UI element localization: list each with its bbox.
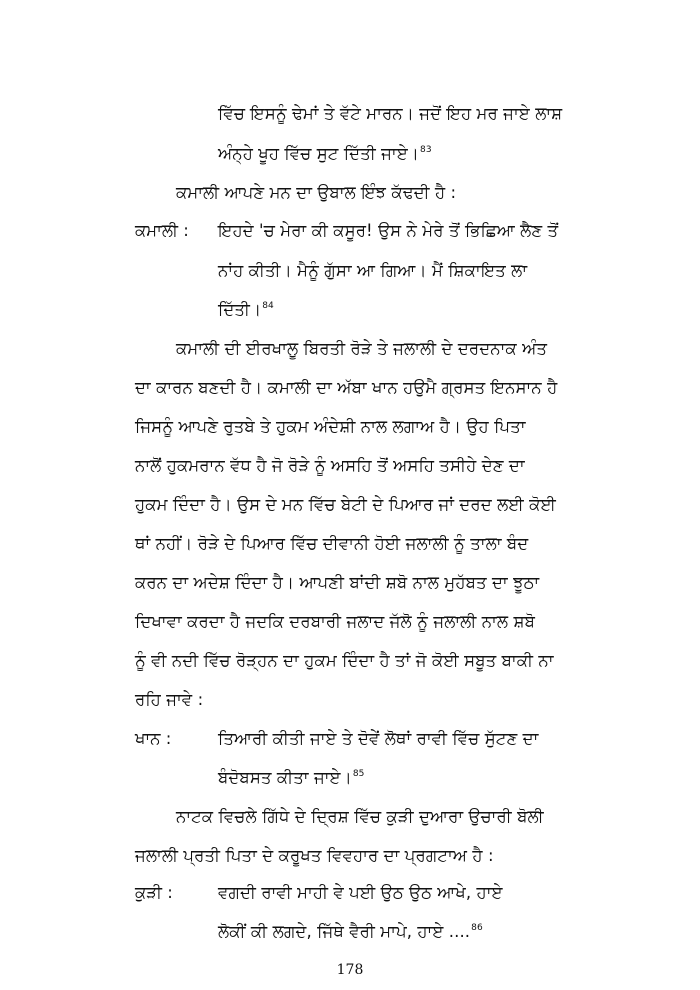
text-line: ਕਮਾਲੀ ਆਪਣੇ ਮਨ ਦਾ ਉਬਾਲ ਇੰਝ ਕੱਢਦੀ ਹੈ : xyxy=(176,183,457,202)
paragraph-line: ਥਾਂ ਨਹੀਂ। ਰੋੜੇ ਦੇ ਪਿਆਰ ਵਿੱਚ ਦੀਵਾਨੀ ਹੋਈ ਜਲਾਲੀ ਨੂੰ ਤਾਲਾ ਬੰਦ xyxy=(135,534,529,553)
dialogue-line: ਨਾਂਹ ਕੀਤੀ। ਮੈਨੂੰ ਗੁੱਸਾ ਆ ਗਿਆ। ਮੈਂ ਸ਼ਿਕਾਇਤ ਲਾ xyxy=(218,261,528,280)
line-text: ਲੋਕੀਂ ਕੀ ਲਗਦੇ, ਜਿੱਥੇ ਵੈਰੀ ਮਾਪੇ, ਹਾਏ .... xyxy=(218,922,471,941)
paragraph-line: ਦਿਖਾਵਾ ਕਰਦਾ ਹੈ ਜਦਕਿ ਦਰਬਾਰੀ ਜਲਾਦ ਜੱਲੋ ਨੂੰ ਜਲਾਲੀ ਨਾਲ ਸ਼ਬੋ xyxy=(135,612,535,631)
paragraph-line: ਜਲਾਲੀ ਪ੍ਰਤੀ ਪਿਤਾ ਦੇ ਕਰੂਖਤ ਵਿਵਹਾਰ ਦਾ ਪ੍ਰਗਟਾਅ ਹੈ : xyxy=(135,846,494,865)
paragraph-line: ਕਮਾਲੀ ਦੀ ਈਰਖਾਲੂ ਬਿਰਤੀ ਰੋੜੇ ਤੇ ਜਲਾਲੀ ਦੇ ਦਰਦਨਾਕ ਅੰਤ xyxy=(176,339,548,358)
line-text: ਬੰਦੋਬਸਤ ਕੀਤਾ ਜਾਏ। xyxy=(218,768,352,787)
dialogue-line xyxy=(218,302,274,319)
dialogue-line: ਵਗਦੀ ਰਾਵੀ ਮਾਹੀ ਵੇ ਪਈ ਉਠ ਉਠ ਆਖੇ, ਹਾਏ xyxy=(218,883,503,902)
footnote-marker: 85 xyxy=(352,769,365,779)
speaker-label: ਕਮਾਲੀ : xyxy=(135,221,189,240)
paragraph-line: ਨਾਲੋਂ ਹੁਕਮਰਾਨ ਵੱਧ ਹੈ ਜੋ ਰੋੜੇ ਨੂੰ ਅਸਹਿ ਤੋਂ ਅਸਹਿ ਤਸੀਹੇ ਦੇਣ ਦਾ xyxy=(135,456,525,475)
paragraph-line: ਹੁਕਮ ਦਿੰਦਾ ਹੈ। ਉਸ ਦੇ ਮਨ ਵਿੱਚ ਬੇਟੀ ਦੇ ਪਿਆਰ ਜਾਂ ਦਰਦ ਲਈ ਕੋਈ xyxy=(135,495,556,514)
page-number: 178 xyxy=(336,962,364,978)
footnote-marker: 83 xyxy=(420,145,432,155)
speaker-label: ਕੁੜੀ : xyxy=(135,883,173,902)
line-text: ਦਿੱਤੀ। xyxy=(218,300,262,319)
dialogue-line: ਤਿਆਰੀ ਕੀਤੀ ਜਾਏ ਤੇ ਦੋਵੇਂ ਲੋਥਾਂ ਰਾਵੀ ਵਿੱਚ ਸੁੱਟਣ ਦਾ xyxy=(218,729,539,748)
dialogue-line xyxy=(218,770,365,787)
footnote-marker: 86 xyxy=(471,923,483,933)
paragraph-line: ਕਰਨ ਦਾ ਅਦੇਸ਼ ਦਿੰਦਾ ਹੈ। ਆਪਣੀ ਬਾਂਦੀ ਸ਼ਬੋ ਨਾਲ ਮੁਹੱਬਤ ਦਾ ਝੂਠਾ xyxy=(135,573,540,592)
speaker-label: ਖਾਨ : xyxy=(135,729,172,748)
paragraph-line: ਨਾਟਕ ਵਿਚਲੇ ਗਿੱਧੇ ਦੇ ਦ੍ਰਿਸ਼ ਵਿੱਚ ਕੁੜੀ ਦੁਆਰਾ ਉਚਾਰੀ ਬੋਲੀ xyxy=(176,807,544,826)
dialogue-line: ਇਹਦੇ 'ਚ ਮੇਰਾ ਕੀ ਕਸੂਰ! ਉਸ ਨੇ ਮੇਰੇ ਤੋਂ ਭਿਛਿਆ ਲੈਣ ਤੋਂ xyxy=(218,221,559,240)
line-text: ਅੰਨ੍ਹੇ ਖੂਹ ਵਿੱਚ ਸੁਟ ਦਿੱਤੀ ਜਾਏ। xyxy=(218,144,420,163)
paragraph-line: ਜਿਸਨੂੰ ਆਪਣੇ ਰੁਤਬੇ ਤੇ ਹੁਕਮ ਅੰਦੇਸ਼ੀ ਨਾਲ ਲਗਾਅ ਹੈ। ਉਹ ਪਿਤਾ xyxy=(135,417,526,436)
text-line: ਵਿੱਚ ਇਸਨੂੰ ਢੇਮਾਂ ਤੇ ਵੱਟੇ ਮਾਰਨ। ਜਦੋਂ ਇਹ ਮਰ ਜਾਏ ਲਾਸ਼ xyxy=(218,104,563,123)
text-line xyxy=(218,146,432,163)
dialogue-line xyxy=(218,924,483,941)
footnote-marker: 84 xyxy=(262,301,274,311)
paragraph-line: ਦਾ ਕਾਰਨ ਬਣਦੀ ਹੈ। ਕਮਾਲੀ ਦਾ ਅੱਬਾ ਖਾਨ ਹਉਮੈ ਗ੍ਰਸਤ ਇਨਸਾਨ ਹੈ xyxy=(135,378,558,397)
paragraph-line: ਨੂੰ ਵੀ ਨਦੀ ਵਿੱਚ ਰੋੜ੍ਹਨ ਦਾ ਹੁਕਮ ਦਿੰਦਾ ਹੈ ਤਾਂ ਜੋ ਕੋਈ ਸਬੂਤ ਬਾਕੀ ਨਾ xyxy=(135,651,554,670)
paragraph-line: ਰਹਿ ਜਾਵੇ : xyxy=(135,690,204,709)
